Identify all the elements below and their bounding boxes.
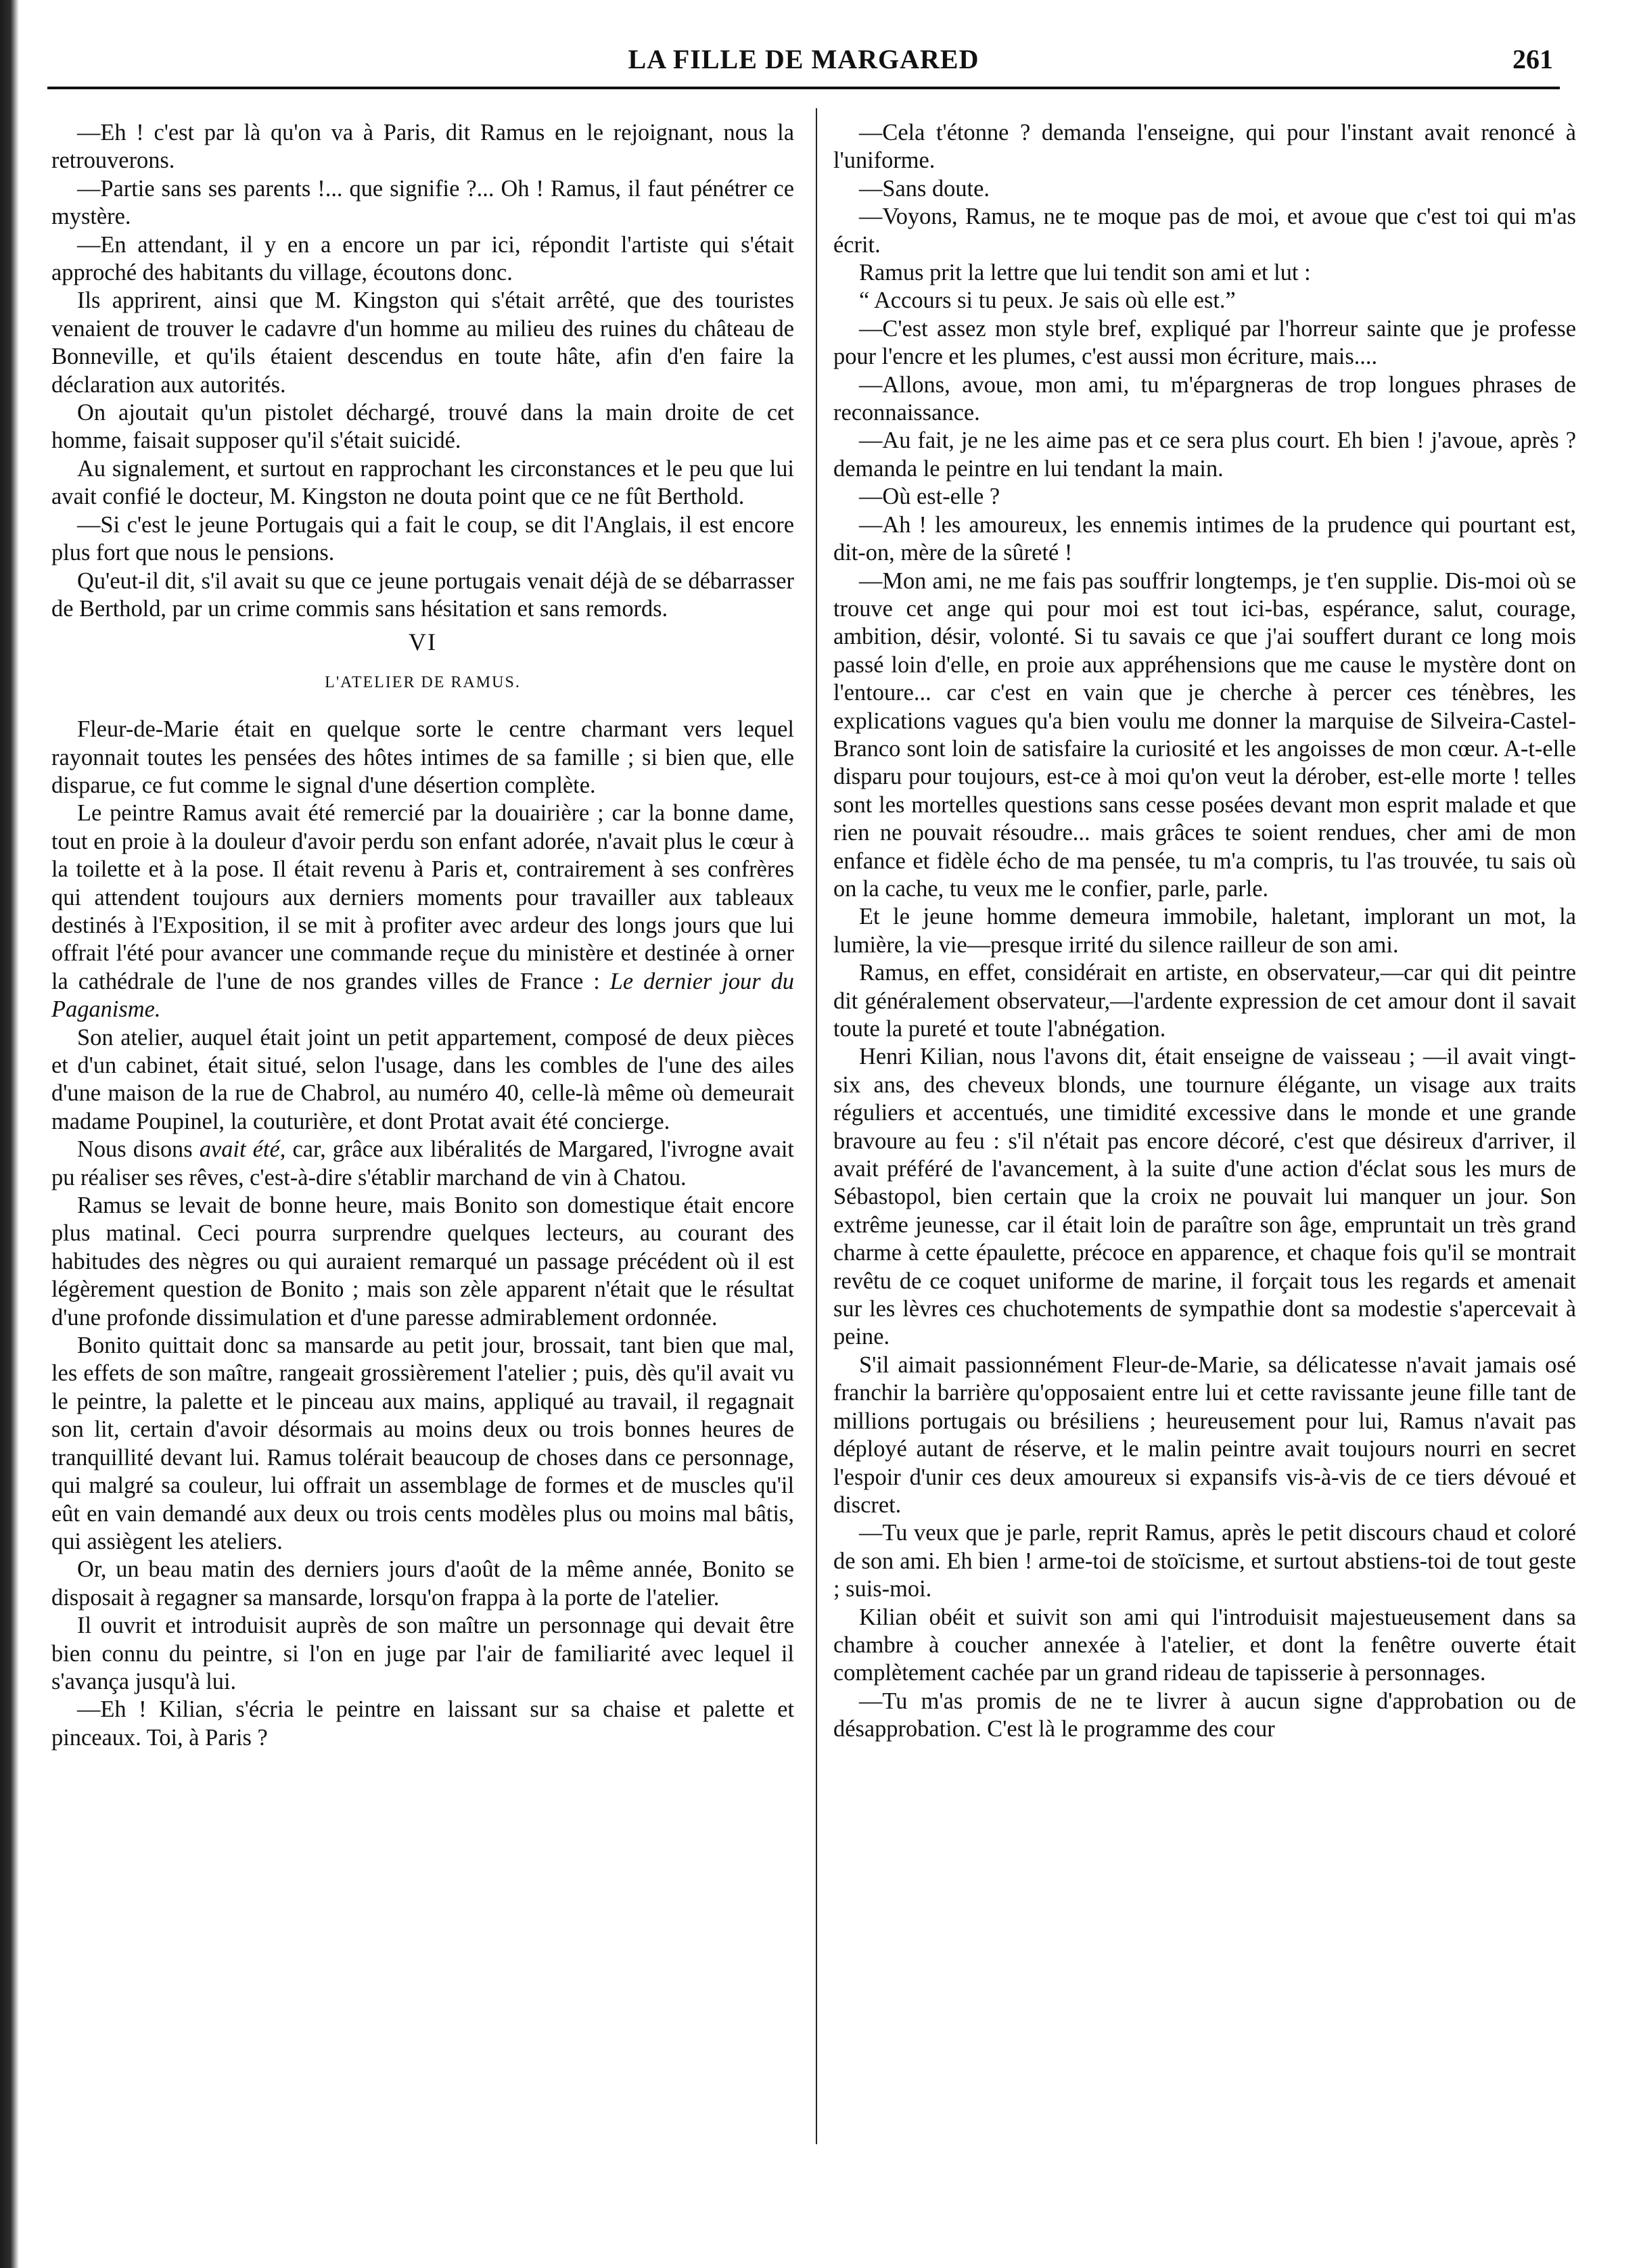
paragraph: Ramus prit la lettre que lui tendit son ami et lut : [859,260,1311,286]
left-column [51,119,794,2148]
paragraph: —Si c'est le jeune Portugais qui a fait le coup, se dit l'Anglais, il est encore plus fort que nous le pensions. [51,511,794,566]
paragraph: —En attendant, il y en a encore un par ici, répondit l'artiste qui s'était approché des habitants du village, écoutons donc. [51,231,794,286]
paragraph: Et le jeune homme demeura immobile, haletant, implorant un mot, la lumière, la vie—presque irrité du silence railleur de son ami. [833,904,1576,958]
paragraph: Henri Kilian, nous l'avons dit, était enseigne de vaisseau ; —il avait vingt-six ans, des cheveux blonds, une tournure élégante, un visage aux traits réguliers et accentués, une timidité excessive dans le monde et une grande bravoure au feu : s'il n'était pas encore décoré, c'est que désireux d'arriver, il avait préféré de l'avancement, à la suite d'une action d'éclat sous les murs de Sébastopol, bien certain que la croix ne pouvait lui manquer un jour. Son extrême jeunesse, car il était loin de paraître son âge, empruntait un très grand charme à cette épaulette, précoce en apparence, et chaque fois qu'il se montrait revêtu de ce coquet uniforme de marine, il forçait tous les regards et amenait sur les lèvres ces chuchotements de sympathie dont sa modestie s'apercevait à peine. [833,1044,1576,1350]
binding-edge [0,0,19,2268]
paragraph: Qu'eut-il dit, s'il avait su que ce jeune portugais venait déjà de se débarrasser de Berthold, par un crime commis sans hésitation et sans remords. [51,568,794,622]
paragraph-text: car, grâce aux libéralités de Margared, l'ivrogne avait pu réaliser ses rêves, c'est-à-dire s'établir marchand de vin à Chatou. [51,1136,794,1190]
paragraph: —Eh ! Kilian, s'écria le peintre en laissant sur sa chaise et palette et pinceaux. Toi, à Paris ? [51,1696,794,1751]
paragraph: Or, un beau matin des derniers jours d'août de la même année, Bonito se disposait à regagner sa mansarde, lorsqu'on frappa à la porte de l'atelier. [51,1556,794,1611]
chapter-number: VI [409,628,437,656]
running-title: LA FILLE DE MARGARED [628,44,979,74]
page-header [47,38,1560,85]
letter-quote: “ Accours si tu peux. Je sais où elle est.” [859,287,1236,314]
paragraph: —C'est assez mon style bref, expliqué par l'horreur sainte que je professe pour l'encre et les plumes, c'est aussi mon écriture, mais.... [833,315,1576,370]
column-divider [816,108,817,2144]
paragraph: —Voyons, Ramus, ne te moque pas de moi, et avoue que c'est toi qui m'as écrit. [833,204,1576,258]
paragraph: —Sans doute. [859,175,990,202]
italic-phrase: avait été, [199,1136,286,1163]
paragraph: Son atelier, auquel était joint un petit appartement, composé de deux pièces et d'un cabinet, était situé, selon l'usage, dans les combles de l'une des ailes d'une maison de la rue de Chabrol, au numéro 40, celle-là même où demeurait madame Poupinel, la couturière, et dont Protat avait été concierge. [51,1024,794,1134]
right-column [833,119,1576,2148]
paragraph: —Où est-elle ? [859,484,1000,510]
paragraph: Kilian obéit et suivit son ami qui l'introduisit majestueusement dans sa chambre à coucher annexée à l'atelier, et dont la fenêtre ouverte était complètement cachée par un grand rideau de tapisserie à personnages. [833,1604,1576,1686]
paragraph: Bonito quittait donc sa mansarde au petit jour, brossait, tant bien que mal, les effets de son maître, rangeait grossièrement l'atelier ; puis, dès qu'il avait vu le peintre, la palette et le pinceau aux mains, appliqué au travail, il regagnait son lit, certain d'avoir désormais au moins deux ou trois bonnes heures de tranquillité devant lui. Ramus tolérait beaucoup de choses dans ce personnage, qui malgré sa couleur, lui offrait un assemblage de formes et de muscles qu'il eût en vain demandé aux deux ou trois cents modèles plus ou moins mal bâtis, qui assiègent les ateliers. [51,1333,794,1554]
paragraph [51,1136,794,1192]
paragraph: —Allons, avoue, mon ami, tu m'épargneras de trop longues phrases de reconnaissance. [833,371,1576,426]
paragraph: Il ouvrit et introduisit auprès de son maître un personnage qui devait être bien connu du peintre, si l'on en juge par l'air de familiarité avec lequel il s'avança jusqu'à lui. [51,1613,794,1694]
paragraph: Ils apprirent, ainsi que M. Kingston qui s'était arrêté, que des touristes venaient de trouver le cadavre d'un homme au milieu des ruines du château de Bonneville, et qu'ils étaient descendus en toute hâte, afin d'en faire la déclaration aux autorités. [51,287,794,398]
paragraph-text: Le peintre Ramus avait été remercié par la douairière ; car la bonne dame, tout en proie à la douleur d'avoir perdu son enfant adorée, n'avait plus le cœur à la toilette et à la pose. Il était revenu à Paris et, contrairement à ses confrères qui attendent toujours aux derniers moments pour travailler aux tableaux destinés à l'Exposition, il se mit à profiter avec ardeur des longs jours que lui offrait l'été pour avancer une commande reçue du ministère et destinée à orner la cathédrale de l'une de nos grandes villes de France : [51,800,794,994]
paragraph: Ramus se levait de bonne heure, mais Bonito son domestique était encore plus matinal. Ceci pourra surprendre quelques lecteurs, au courant des habitudes des nègres ou qui auraient remarqué un passage précédent où il est légèrement question de Bonito ; mais son zèle apparent n'était que le résultat d'une profonde dissimulation et d'une paresse admirablement ordonnée. [51,1193,794,1330]
paragraph: S'il aimait passionnément Fleur-de-Marie, sa délicatesse n'avait jamais osé franchir la barrière qu'opposaient entre lui et cette ravissante jeune fille tant de millions portugais ou brésiliens ; heureusement pour lui, Ramus n'avait pas déployé autant de réserve, et le malin peintre avait toujours nourri en secret l'espoir d'unir ces deux amoureux si expansifs vis-à-vis de ce tiers dévoué et discret. [833,1351,1576,1518]
paragraph: —Partie sans ses parents !... que signifie ?... Oh ! Ramus, il faut pénétrer ce mystère. [51,175,794,230]
paragraph: —Mon ami, ne me fais pas souffrir longtemps, je t'en supplie. Dis-moi où se trouve cet ange qui pour moi est tout ici-bas, espérance, salut, courage, ambition, désir, volonté. Si tu savais ce que j'ai souffert durant ce long mois passé loin d'elle, en proie aux appréhensions que me cause le mystère dont on l'entoure... car c'est en vain que je cherche à percer ces ténèbres, les explications vagues qu'a bien voulu me donner la marquise de Silveira-Castel-Branco sont loin de satisfaire la curiosité et les angoisses de mon cœur. A-t-elle disparu pour toujours, est-ce à moi qu'on veut la dérober, est-elle morte ! telles sont les mortelles questions sans cesse posées devant mon esprit malade et que rien ne pouvait résoudre... mais grâces te soient rendues, cher ami de mon enfance et fidèle écho de ma pensée, tu m'a compris, tu l'as trouvée, tu sais où on la cache, tu veux me le confier, parle, parle. [833,568,1576,902]
paragraph: —Tu m'as promis de ne te livrer à aucun signe d'approbation ou de désapprobation. C'est là le programme des cour [833,1688,1576,1742]
header-rule [47,87,1560,89]
paragraph: Au signalement, et surtout en rapprochant les circonstances et le peu que lui avait confié le docteur, M. Kingston ne douta point que ce ne fût Berthold. [51,455,794,510]
paragraph: —Tu veux que je parle, reprit Ramus, après le petit discours chaud et coloré de son ami. Eh bien ! arme-toi de stoïcisme, et surtout abstiens-toi de tout geste ; suis-moi. [833,1520,1576,1602]
italic-title: Le dernier jour du Paganisme. [51,968,794,1023]
paragraph-text: Nous disons [77,1136,193,1163]
paragraph: —Ah ! les amoureux, les ennemis intimes de la prudence qui pourtant est, dit-on, mère de la sûreté ! [833,511,1576,566]
paragraph: On ajoutait qu'un pistolet déchargé, trouvé dans la main droite de cet homme, faisait supposer qu'il s'était suicidé. [51,400,794,454]
paragraph: —Cela t'étonne ? demanda l'enseigne, qui pour l'instant avait renoncé à l'uniforme. [833,120,1576,174]
page-number: 261 [1512,44,1553,74]
paragraph [51,800,794,1023]
paragraph: —Au fait, je ne les aime pas et ce sera plus court. Eh bien ! j'avoue, après ? demanda le peintre en lui tendant la main. [833,427,1576,482]
paragraph: Ramus, en effet, considérait en artiste, en observateur,—car qui dit peintre dit généralement observateur,—l'ardente expression de cet amour dont il savait toute la pureté et toute l'abnégation. [833,960,1576,1042]
chapter-title: L'ATELIER DE RAMUS. [325,673,521,691]
paragraph: Fleur-de-Marie était en quelque sorte le centre charmant vers lequel rayonnait toutes les pensées des hôtes intimes de sa famille ; si bien que, elle disparue, ce fut comme le signal d'une désertion complète. [51,716,794,798]
paragraph: —Eh ! c'est par là qu'on va à Paris, dit Ramus en le rejoignant, nous la retrouverons. [51,120,794,174]
